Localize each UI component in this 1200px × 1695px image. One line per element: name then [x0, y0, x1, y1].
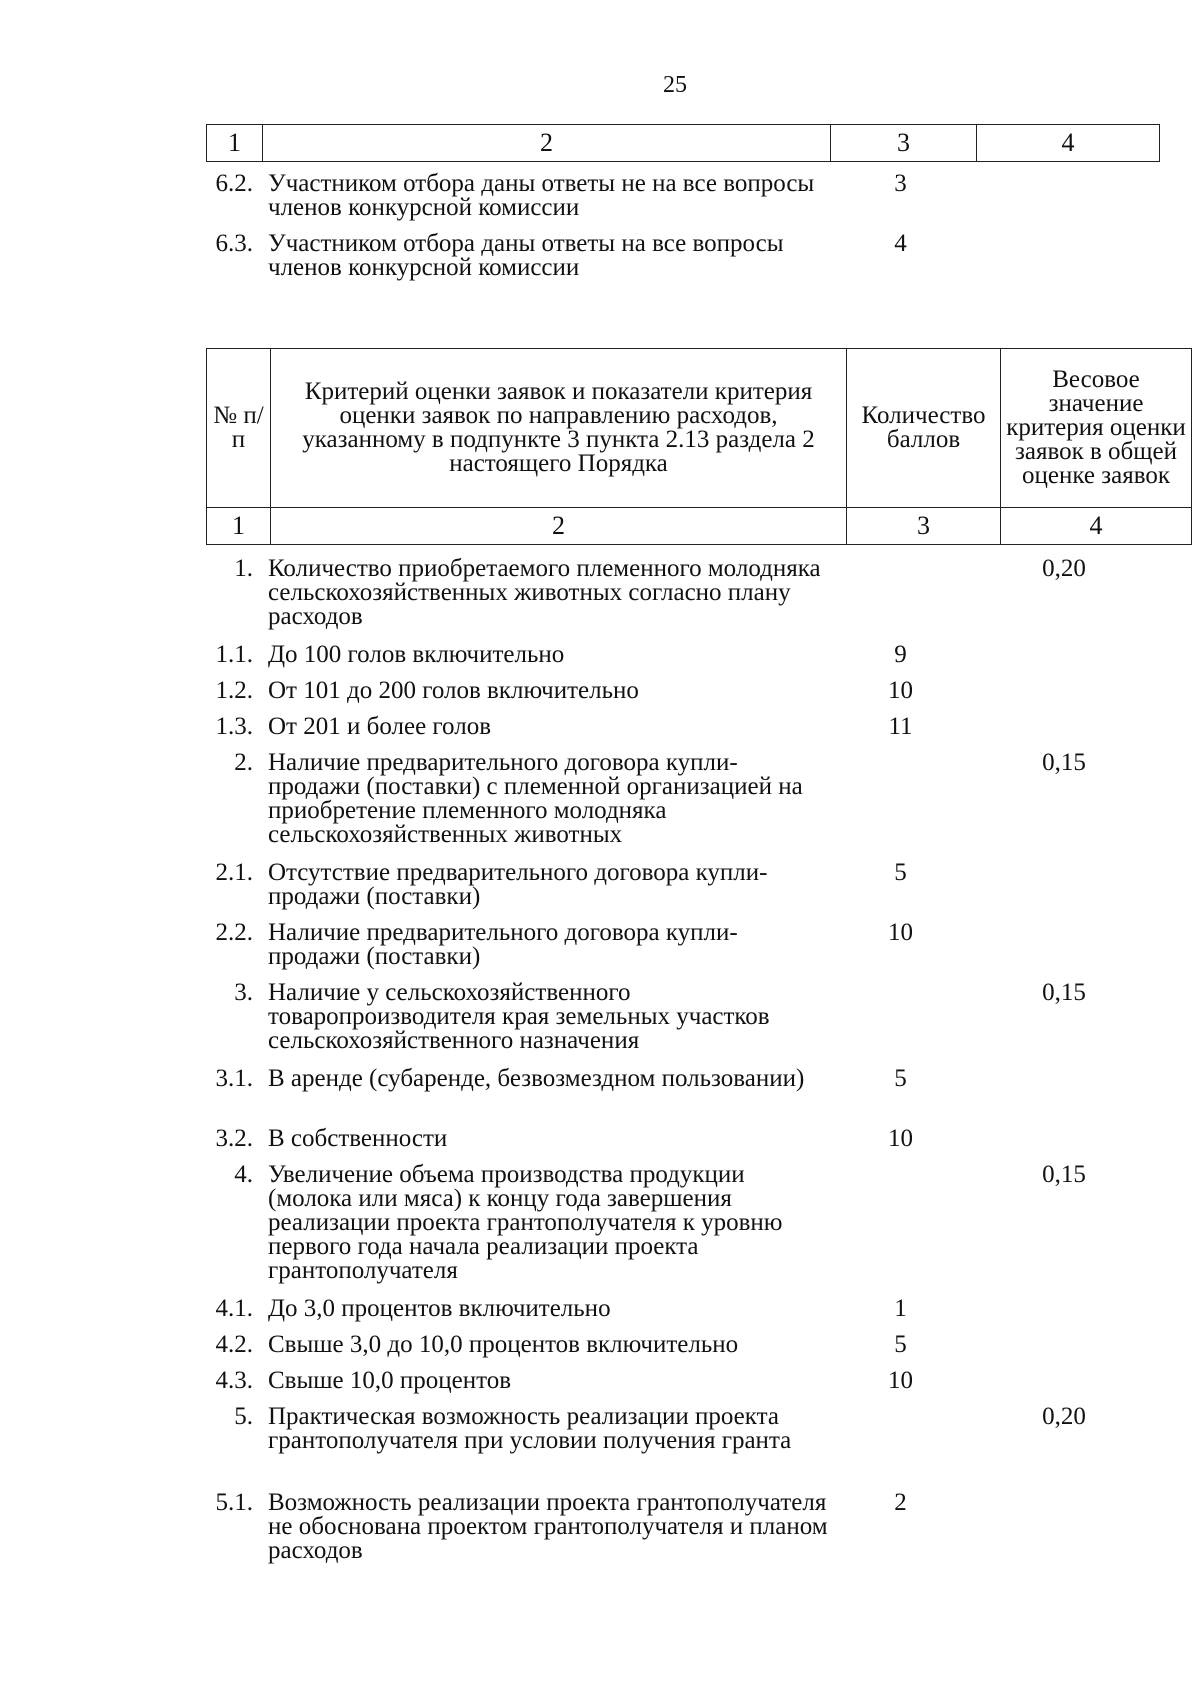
- row-points: 4: [894, 230, 907, 257]
- continuation-rows: [206, 172, 1155, 292]
- row-text: Увеличение объема производства продукции (молока или мяса) к концу года завершения реализации проекта грантополучателя к уровню первого года начала реализации проекта грантополучателя: [268, 1161, 783, 1284]
- header-row: [207, 349, 1192, 508]
- row-points: 5: [894, 1065, 907, 1092]
- row-text: Свыше 10,0 процентов: [268, 1367, 512, 1394]
- column-number-4: 4: [1001, 508, 1192, 545]
- continuation-header-table: [206, 124, 1160, 162]
- table-row: [206, 232, 1155, 292]
- row-weight: 0,15: [1042, 979, 1086, 1006]
- row-points: 10: [888, 677, 913, 704]
- column-number-row: [207, 508, 1192, 545]
- row-number: 4.: [234, 1161, 253, 1188]
- row-points: 5: [894, 859, 907, 886]
- header-criterion: Критерий оценки заявок и показатели критерия оценки заявок по направлению расходов, указанному в подпункте 3 пункта 2.13 раздела 2 настоящего Порядка: [271, 349, 847, 508]
- row-points: 3: [894, 170, 907, 197]
- row-points: 10: [888, 919, 913, 946]
- table-row: [206, 1067, 1155, 1127]
- row-text: До 3,0 процентов включительно: [268, 1295, 611, 1322]
- column-number-3: 3: [847, 508, 1001, 545]
- row-points: 5: [894, 1331, 907, 1358]
- row-number: 2.1.: [215, 859, 253, 886]
- table-row: [206, 1491, 1155, 1577]
- row-text: Наличие у сельскохозяйственного товаропроизводителя края земельных участков сельскохозяйственного назначения: [268, 979, 770, 1054]
- table-row: [206, 861, 1155, 921]
- column-number-2: 2: [271, 508, 847, 545]
- row-text: Свыше 3,0 до 10,0 процентов включительно: [268, 1331, 739, 1358]
- table-row: [206, 643, 1155, 679]
- row-number: 2.2.: [215, 919, 253, 946]
- row-text: От 201 и более голов: [268, 713, 491, 740]
- header-num: № п/п: [207, 349, 271, 508]
- row-number: 1.: [234, 555, 253, 582]
- row-text: Возможность реализации проекта грантополучателя не обоснована проектом грантополучателя и планом расходов: [268, 1489, 828, 1564]
- row-text: Практическая возможность реализации проекта грантополучателя при условии получения гранта: [268, 1403, 792, 1454]
- row-text: От 101 до 200 голов включительно: [268, 677, 639, 704]
- column-number-2: 2: [263, 125, 831, 162]
- table-row: [206, 921, 1155, 981]
- row-number: 3.: [234, 979, 253, 1006]
- row-text: Наличие предварительного договора купли-продажи (поставки) с племенной организацией на приобретение племенного молодняка сельскохозяйственных животных: [268, 749, 803, 848]
- table-row: [206, 981, 1155, 1067]
- column-number-row: [207, 125, 1160, 162]
- row-number: 4.2.: [215, 1331, 253, 1358]
- table-row: [206, 751, 1155, 861]
- row-number: 1.3.: [215, 713, 253, 740]
- table-row: [206, 715, 1155, 751]
- row-number: 3.1.: [215, 1065, 253, 1092]
- table-row: [206, 679, 1155, 715]
- row-number: 4.3.: [215, 1367, 253, 1394]
- row-points: 1: [894, 1295, 907, 1322]
- row-number: 5.: [234, 1403, 253, 1430]
- row-text: Отсутствие предварительного договора купли-продажи (поставки): [268, 859, 768, 910]
- row-number: 6.2.: [215, 170, 253, 197]
- row-number: 5.1.: [215, 1489, 253, 1516]
- table-row: [206, 1369, 1155, 1405]
- table-row: [206, 1127, 1155, 1163]
- row-points: 9: [894, 641, 907, 668]
- table-row: [206, 1333, 1155, 1369]
- row-number: 1.1.: [215, 641, 253, 668]
- main-table-header: [206, 348, 1192, 545]
- row-text: Наличие предварительного договора купли-продажи (поставки): [268, 919, 738, 970]
- row-number: 3.2.: [215, 1125, 253, 1152]
- row-number: 4.1.: [215, 1295, 253, 1322]
- table-row: [206, 557, 1155, 643]
- row-points: 11: [888, 713, 913, 740]
- row-points: 10: [888, 1125, 913, 1152]
- column-number-1: 1: [207, 508, 271, 545]
- row-weight: 0,15: [1042, 1161, 1086, 1188]
- row-text: В аренде (субаренде, безвозмездном пользовании): [268, 1065, 805, 1092]
- row-weight: 0,20: [1042, 555, 1086, 582]
- row-text: В собственности: [268, 1125, 448, 1152]
- row-text: До 100 голов включительно: [268, 641, 565, 668]
- table-row: [206, 1297, 1155, 1333]
- row-points: 10: [888, 1367, 913, 1394]
- row-text: Участником отбора даны ответы не на все вопросы членов конкурсной комиссии: [268, 170, 815, 221]
- row-weight: 0,15: [1042, 749, 1086, 776]
- header-points: Количество баллов: [847, 349, 1001, 508]
- row-text: Участником отбора даны ответы на все вопросы членов конкурсной комиссии: [268, 230, 784, 281]
- row-number: 6.3.: [215, 230, 253, 257]
- table-row: [206, 1405, 1155, 1491]
- row-number: 1.2.: [215, 677, 253, 704]
- table-row: [206, 1163, 1155, 1297]
- main-table-rows: [206, 557, 1155, 1577]
- header-weight: Весовое значение критерия оценки заявок в общей оценке заявок: [1001, 349, 1192, 508]
- column-number-4: 4: [977, 125, 1160, 162]
- row-points: 2: [894, 1489, 907, 1516]
- table-row: [206, 172, 1155, 232]
- row-weight: 0,20: [1042, 1403, 1086, 1430]
- column-number-1: 1: [207, 125, 263, 162]
- column-number-3: 3: [831, 125, 977, 162]
- row-text: Количество приобретаемого племенного молодняка сельскохозяйственных животных согласно плану расходов: [268, 555, 821, 630]
- page-number: 25: [663, 72, 687, 98]
- row-number: 2.: [234, 749, 253, 776]
